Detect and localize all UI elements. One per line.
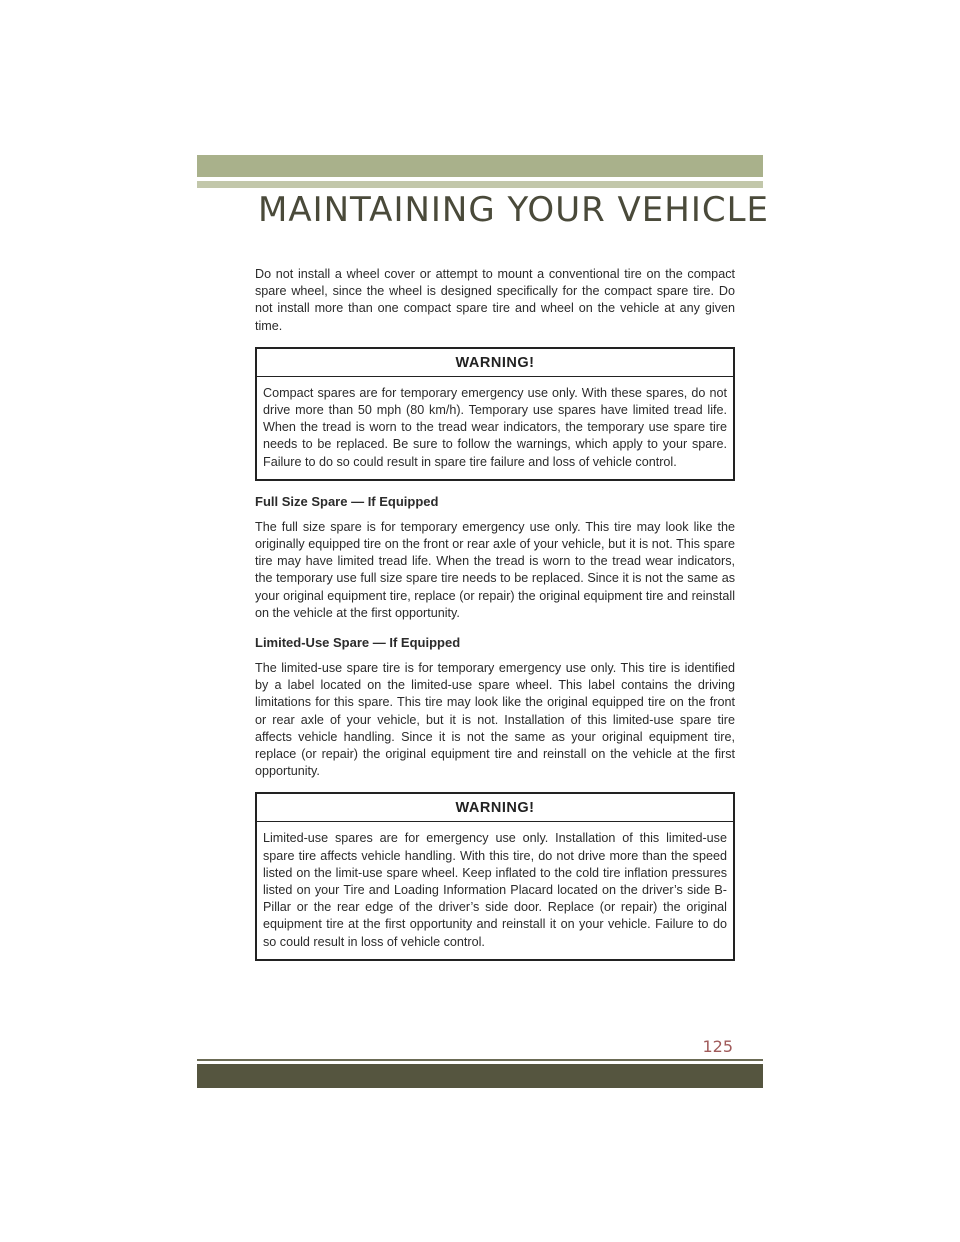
section-title: MAINTAINING YOUR VEHICLE [258, 190, 770, 230]
warning-text: Limited-use spares are for emergency use only. Installation of this limited-use spare tire affects vehicle handling. With this tire, do not drive more than the speed listed on the limit-use spare wheel. Keep inflated to the cold tire inflation pressures listed on your Tire and Loading Information Placard located on the driver’s side B-Pillar or the rear edge of the driver’s side door. Replace (or repair) the original equipment tire at the first opportunity and reinstall it on your vehicle. Failure to do so could result in loss of vehicle control. [263, 831, 727, 949]
header-bar [197, 155, 763, 177]
warning-body [257, 377, 733, 479]
page-content [255, 266, 735, 973]
warning-text: Compact spares are for temporary emergency use only. With these spares, do not drive more than 50 mph (80 km/h). Temporary use spares have limited tread life. When the tread is worn to the tread wear indicators, the temporary use spare tire needs to be replaced. Be sure to follow the warnings, which apply to your spare. Failure to do so could result in spare tire failure and loss of vehicle control. [263, 385, 727, 469]
limited-use-spare-paragraph: The limited-use spare tire is for temporary emergency use only. This tire is identified by a label located on the limited-use spare wheel. This label contains the driving limitations for this spare. This tire may look like the original equipped tire on the front or rear axle of your vehicle, but it is not. Installation of this limited-use spare tire affects vehicle handling. Since it is not the same as your original equipment tire, replace (or repair) the original equipment tire and reinstall on the vehicle at the first opportunity. [255, 661, 735, 779]
footer-rule [197, 1059, 763, 1061]
page-number: 125 [702, 1037, 733, 1056]
warning-box-limited-use-spare [255, 792, 735, 960]
warning-title: WARNING! [257, 349, 733, 377]
warning-title: WARNING! [257, 794, 733, 822]
footer-bar [197, 1064, 763, 1088]
warning-box-compact-spare [255, 347, 735, 481]
intro-paragraph: Do not install a wheel cover or attempt to mount a conventional tire on the compact spare wheel, since the wheel is designed specifically for the compact spare tire. Do not install more than one compact spare tire and wheel on the vehicle at any given time. [255, 267, 735, 333]
full-size-spare-paragraph: The full size spare is for temporary emergency use only. This tire may look like the originally equipped tire on the front or rear axle of your vehicle, but it is not. This spare tire may have limited tread life. When the tread is worn to the tread wear indicators, the temporary use full size spare tire needs to be replaced. Since it is not the same as your original equipment tire, replace (or repair) the original equipment tire and reinstall on the vehicle at the first opportunity. [255, 519, 735, 620]
limited-use-spare-heading: Limited-Use Spare — If Equipped [255, 635, 461, 651]
full-size-spare-heading: Full Size Spare — If Equipped [255, 493, 439, 509]
header-rule [197, 181, 763, 188]
warning-body [257, 822, 733, 958]
